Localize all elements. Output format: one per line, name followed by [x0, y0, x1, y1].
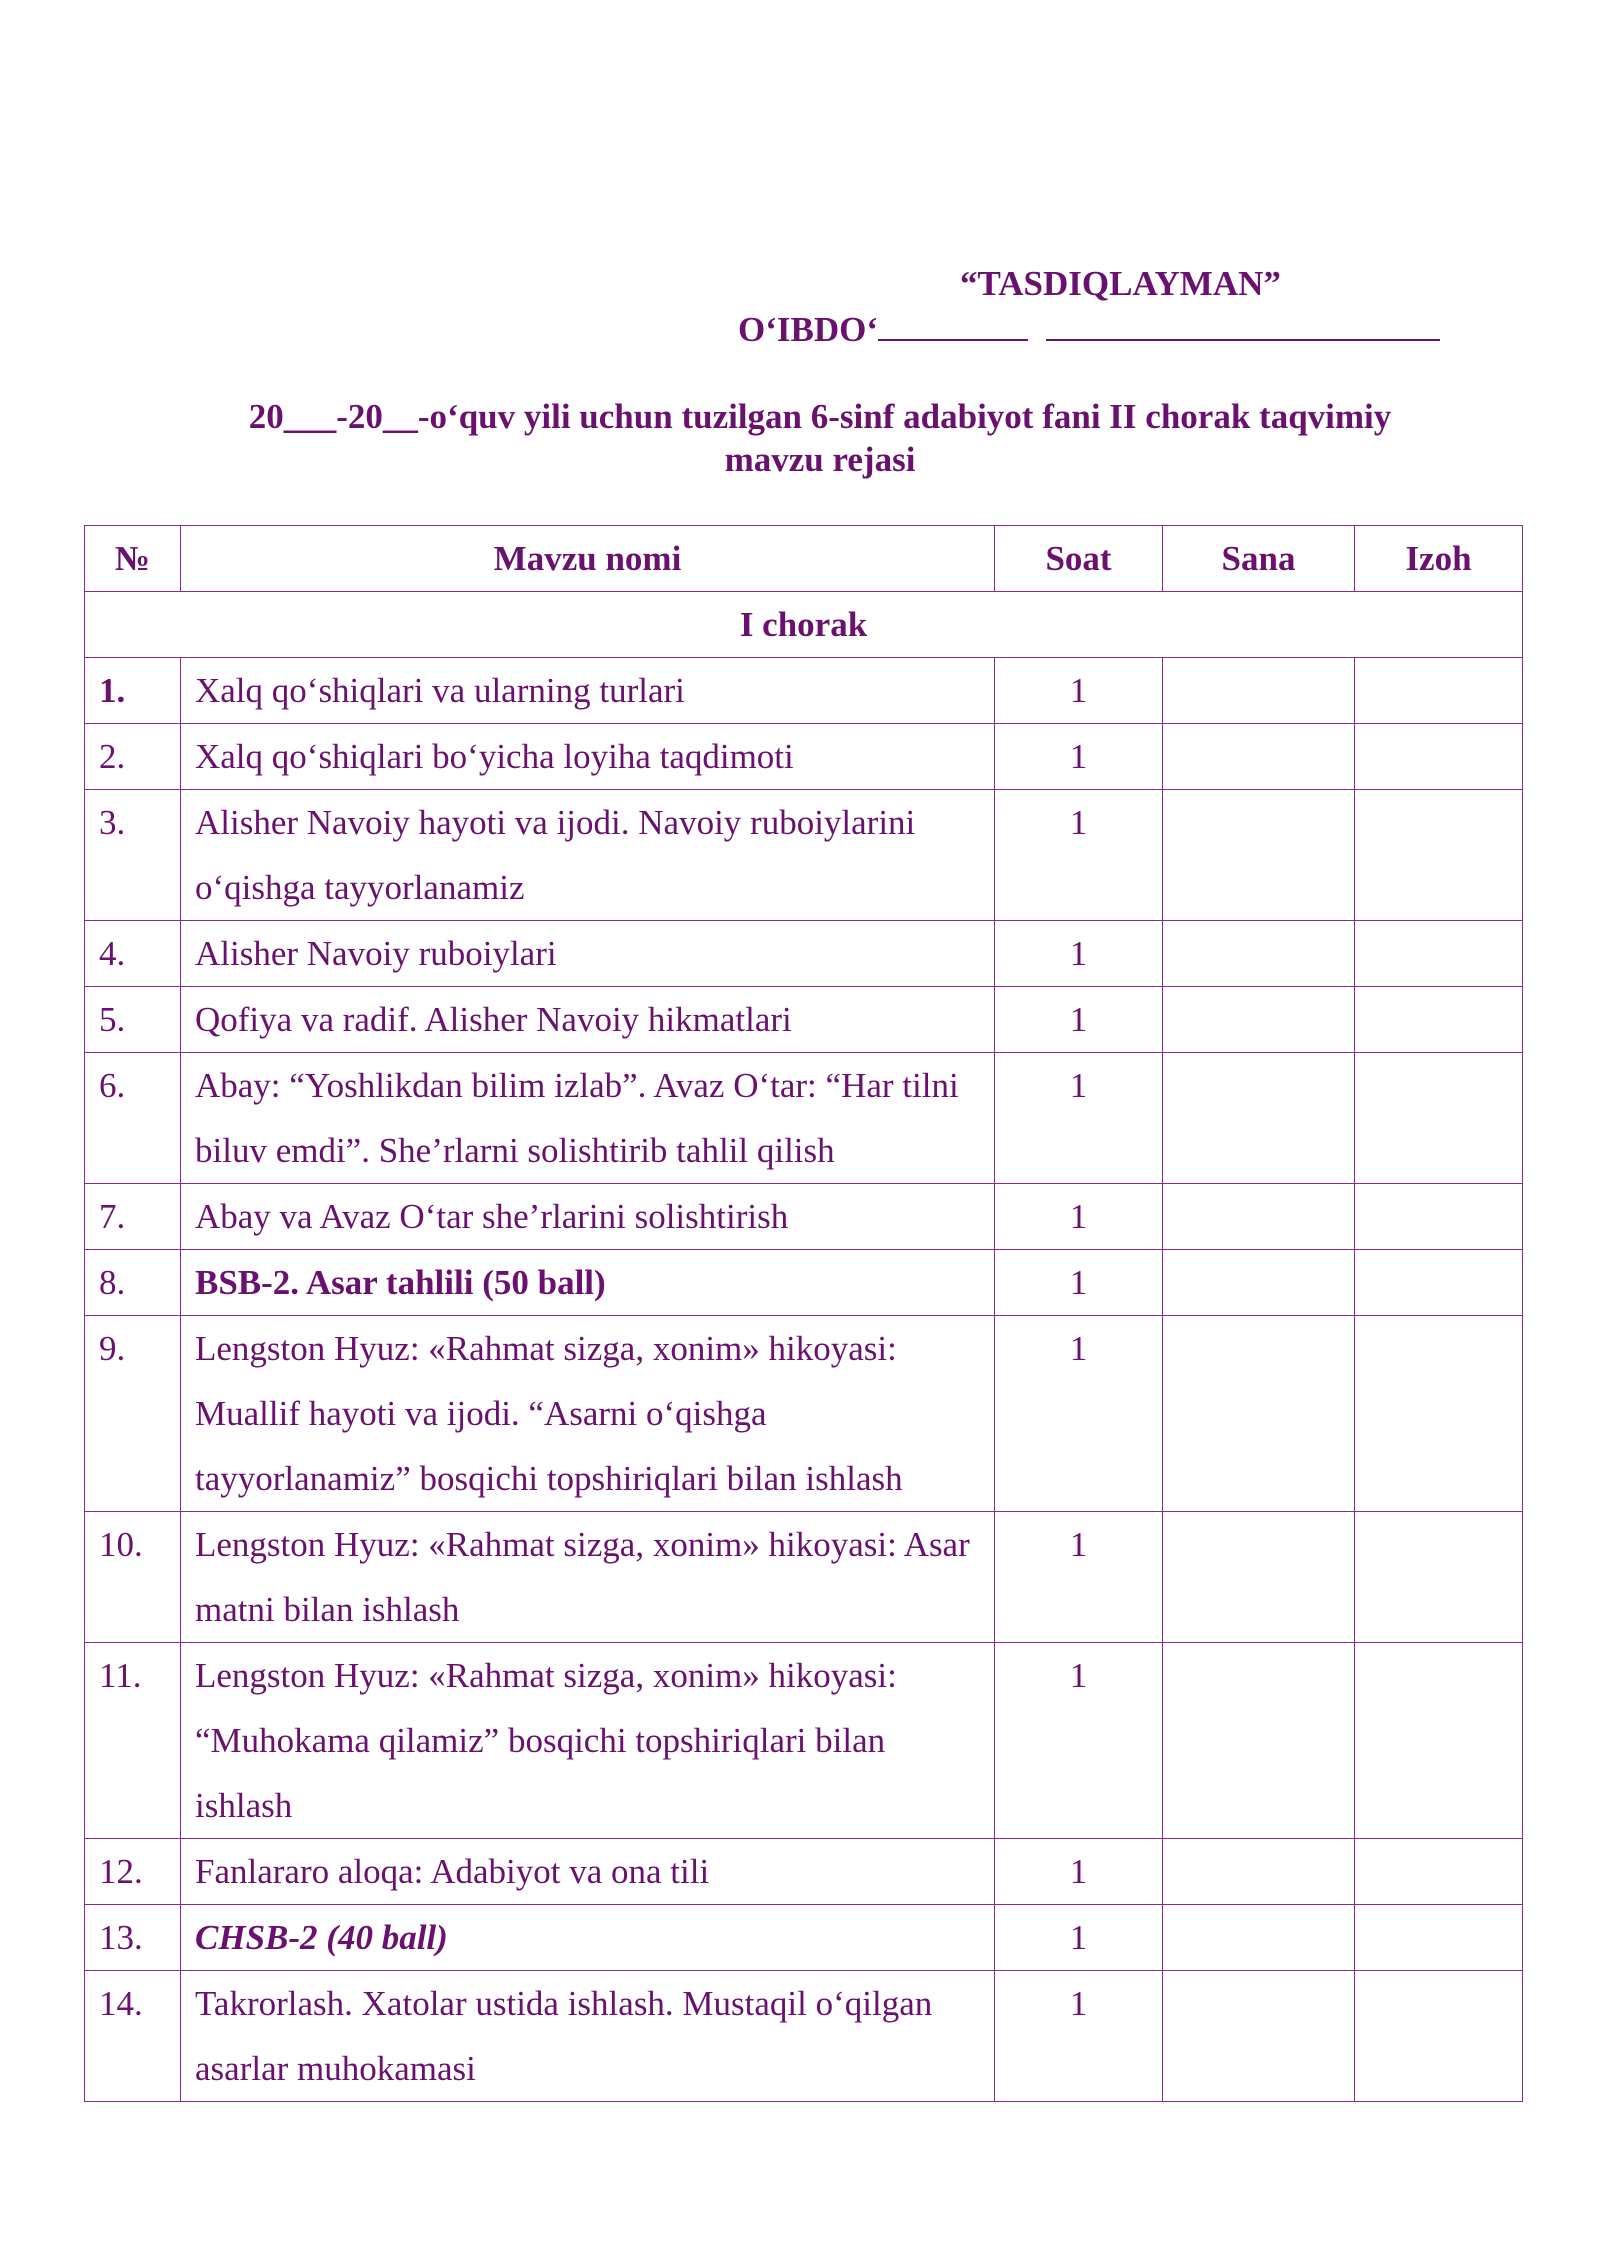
- table-row: [85, 1053, 1523, 1184]
- header-hours: Soat: [995, 526, 1163, 592]
- row-note-cell: [1355, 658, 1523, 724]
- row-topic: Alisher Navoiy hayoti va ijodi. Navoiy ruboiylarini o‘qishga tayyorlanamiz: [181, 790, 995, 921]
- row-note-cell: [1355, 790, 1523, 921]
- row-topic: Alisher Navoiy ruboiylari: [181, 921, 995, 987]
- row-number: 5.: [85, 987, 181, 1053]
- table-row: [85, 658, 1523, 724]
- document-title-line2: mavzu rejasi: [724, 440, 916, 479]
- header-number: №: [85, 526, 181, 592]
- row-date-cell: [1163, 790, 1355, 921]
- row-number: 12.: [85, 1839, 181, 1905]
- row-date-cell: [1163, 987, 1355, 1053]
- row-note-cell: [1355, 1184, 1523, 1250]
- row-hours: 1: [995, 724, 1163, 790]
- row-number: 9.: [85, 1316, 181, 1512]
- row-topic: Qofiya va radif. Alisher Navoiy hikmatlari: [181, 987, 995, 1053]
- header-note: Izoh: [1355, 526, 1523, 592]
- row-topic: Abay: “Yoshlikdan bilim izlab”. Avaz O‘tar: “Har tilni biluv emdi”. She’rlarni solishtirib tahlil qilish: [181, 1053, 995, 1184]
- row-number: 11.: [85, 1643, 181, 1839]
- signature-blank-long: [1046, 309, 1440, 341]
- row-number: 4.: [85, 921, 181, 987]
- row-topic: Fanlararo aloqa: Adabiyot va ona tili: [181, 1839, 995, 1905]
- row-date-cell: [1163, 724, 1355, 790]
- row-note-cell: [1355, 1905, 1523, 1971]
- header-date: Sana: [1163, 526, 1355, 592]
- row-hours: 1: [995, 658, 1163, 724]
- row-hours: 1: [995, 1053, 1163, 1184]
- row-date-cell: [1163, 1905, 1355, 1971]
- table-row: [85, 987, 1523, 1053]
- table-row: [85, 1512, 1523, 1643]
- row-date-cell: [1163, 1643, 1355, 1839]
- row-number: 14.: [85, 1971, 181, 2102]
- row-date-cell: [1163, 921, 1355, 987]
- row-note-cell: [1355, 987, 1523, 1053]
- row-hours: 1: [995, 1839, 1163, 1905]
- approval-stamp-title: “TASDIQLAYMAN”: [960, 264, 1281, 303]
- row-number: 1.: [85, 658, 181, 724]
- approval-org: O‘IBDO‘: [738, 310, 878, 349]
- table-row: [85, 921, 1523, 987]
- document-title: [90, 395, 1550, 481]
- row-date-cell: [1163, 1316, 1355, 1512]
- row-number: 8.: [85, 1250, 181, 1316]
- row-hours: 1: [995, 1971, 1163, 2102]
- row-date-cell: [1163, 1250, 1355, 1316]
- row-number: 13.: [85, 1905, 181, 1971]
- row-topic: Lengston Hyuz: «Rahmat sizga, xonim» hikoyasi: Asar matni bilan ishlash: [181, 1512, 995, 1643]
- row-number: 6.: [85, 1053, 181, 1184]
- row-number: 3.: [85, 790, 181, 921]
- table-row: [85, 1316, 1523, 1512]
- row-topic: Lengston Hyuz: «Rahmat sizga, xonim» hikoyasi: Muallif hayoti va ijodi. “Asarni o‘qishga tayyorlanamiz” bosqichi topshiriqlari bilan ishlash: [181, 1316, 995, 1512]
- table-row: [85, 724, 1523, 790]
- row-date-cell: [1163, 658, 1355, 724]
- table-row: [85, 1184, 1523, 1250]
- row-note-cell: [1355, 1250, 1523, 1316]
- row-note-cell: [1355, 1971, 1523, 2102]
- row-note-cell: [1355, 1512, 1523, 1643]
- row-date-cell: [1163, 1053, 1355, 1184]
- row-hours: 1: [995, 1512, 1163, 1643]
- table-header-row: [85, 526, 1523, 592]
- row-topic: Lengston Hyuz: «Rahmat sizga, xonim» hikoyasi: “Muhokama qilamiz” bosqichi topshiriqlari bilan ishlash: [181, 1643, 995, 1839]
- row-topic: CHSB-2 (40 ball): [181, 1905, 995, 1971]
- row-note-cell: [1355, 1643, 1523, 1839]
- row-number: 2.: [85, 724, 181, 790]
- row-date-cell: [1163, 1839, 1355, 1905]
- header-topic: Mavzu nomi: [181, 526, 995, 592]
- quarter-label: I chorak: [85, 592, 1523, 658]
- signature-blank-short: [878, 309, 1028, 341]
- row-hours: 1: [995, 790, 1163, 921]
- row-topic: Abay va Avaz O‘tar she’rlarini solishtirish: [181, 1184, 995, 1250]
- table-row: [85, 1905, 1523, 1971]
- table-row: [85, 1971, 1523, 2102]
- approval-signature-line: [738, 309, 1440, 350]
- row-hours: 1: [995, 921, 1163, 987]
- row-note-cell: [1355, 1053, 1523, 1184]
- row-hours: 1: [995, 1250, 1163, 1316]
- row-hours: 1: [995, 1905, 1163, 1971]
- table-row: [85, 1250, 1523, 1316]
- row-topic: Xalq qo‘shiqlari va ularning turlari: [181, 658, 995, 724]
- table-row: [85, 1643, 1523, 1839]
- quarter-row: [85, 592, 1523, 658]
- row-date-cell: [1163, 1512, 1355, 1643]
- row-number: 10.: [85, 1512, 181, 1643]
- row-hours: 1: [995, 1184, 1163, 1250]
- table-row: [85, 1839, 1523, 1905]
- table-row: [85, 790, 1523, 921]
- row-hours: 1: [995, 987, 1163, 1053]
- row-hours: 1: [995, 1316, 1163, 1512]
- row-date-cell: [1163, 1971, 1355, 2102]
- row-topic: BSB-2. Asar tahlili (50 ball): [181, 1250, 995, 1316]
- lesson-plan-table: [84, 525, 1523, 2102]
- row-date-cell: [1163, 1184, 1355, 1250]
- row-note-cell: [1355, 1316, 1523, 1512]
- row-note-cell: [1355, 724, 1523, 790]
- row-topic: Xalq qo‘shiqlari bo‘yicha loyiha taqdimoti: [181, 724, 995, 790]
- row-note-cell: [1355, 921, 1523, 987]
- row-topic: Takrorlash. Xatolar ustida ishlash. Mustaqil o‘qilgan asarlar muhokamasi: [181, 1971, 995, 2102]
- row-number: 7.: [85, 1184, 181, 1250]
- row-note-cell: [1355, 1839, 1523, 1905]
- document-title-line1: 20___-20__-o‘quv yili uchun tuzilgan 6-sinf adabiyot fani II chorak taqvimiy: [248, 397, 1392, 436]
- row-hours: 1: [995, 1643, 1163, 1839]
